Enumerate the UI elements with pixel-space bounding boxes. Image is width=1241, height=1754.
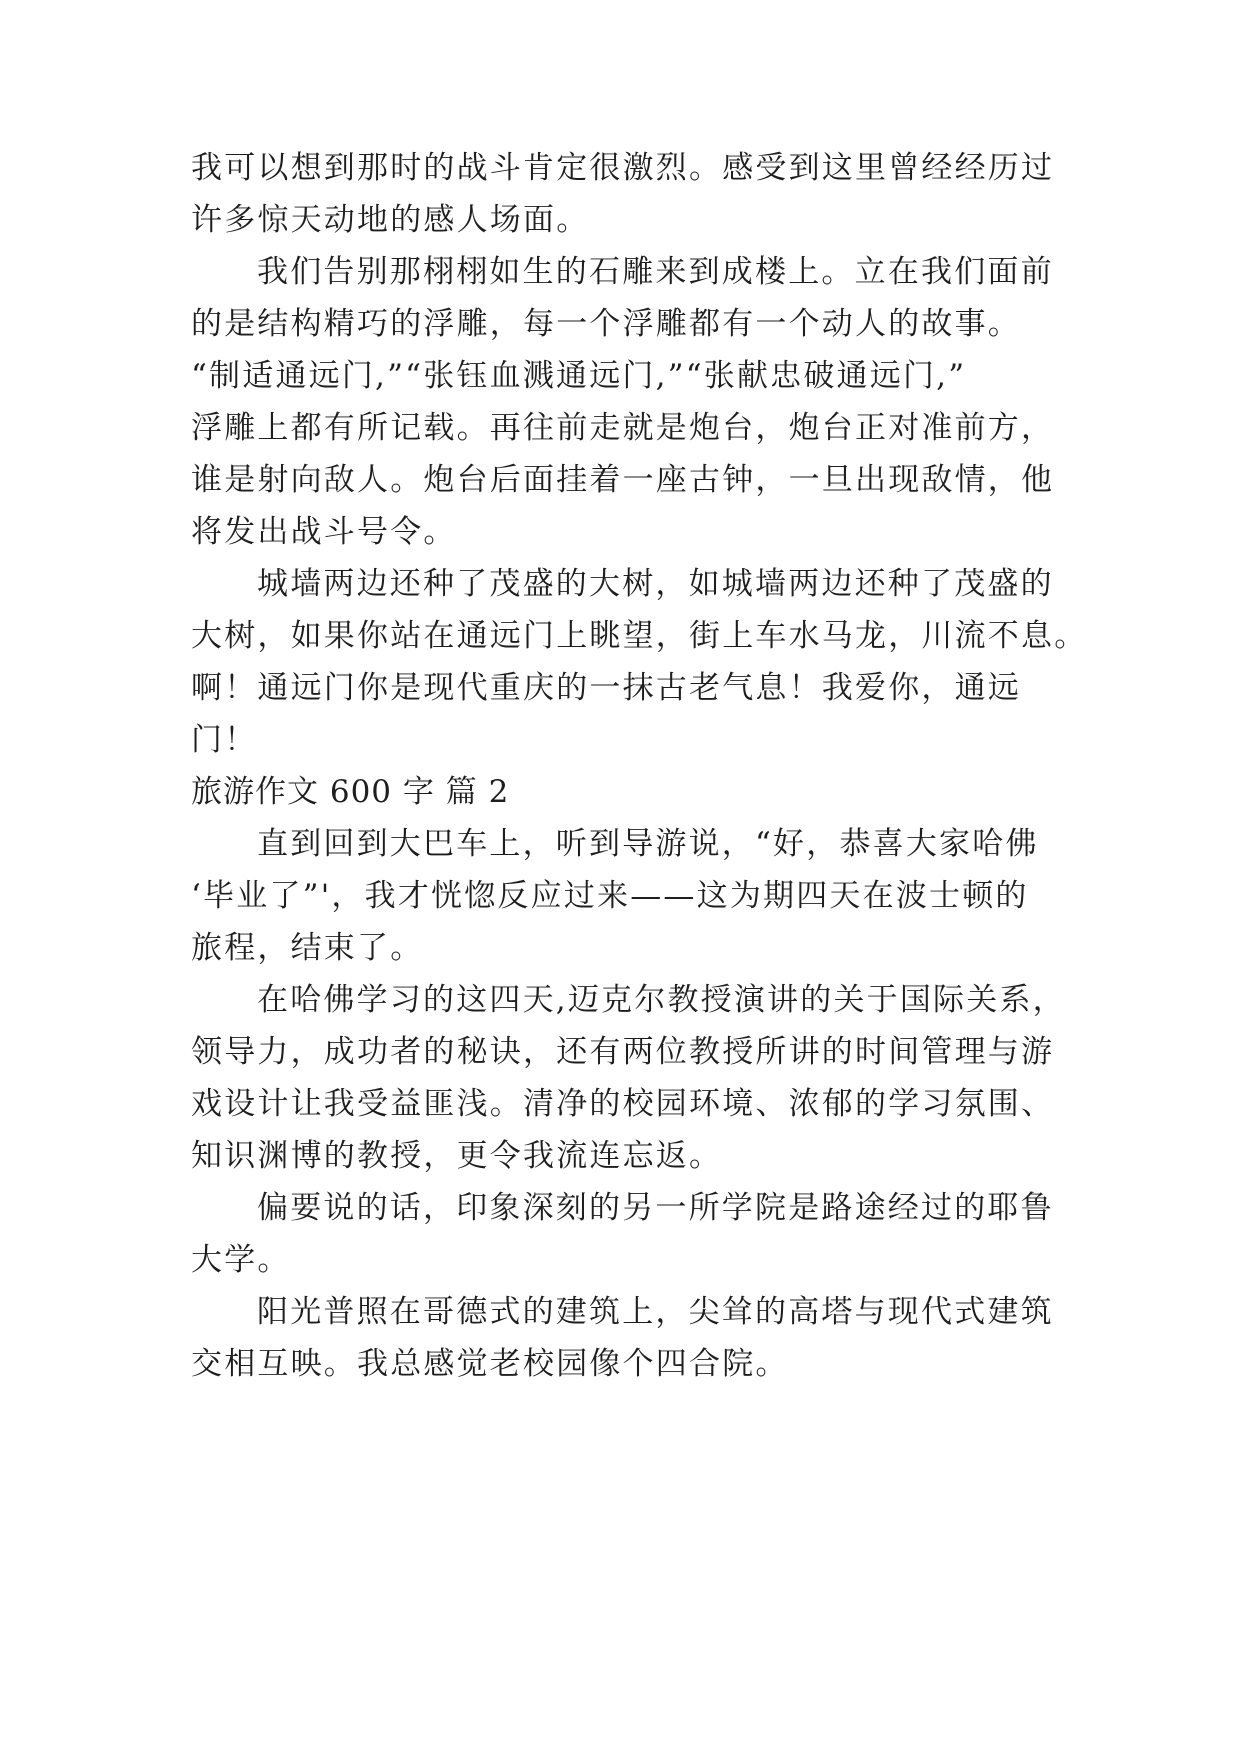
text-line: 啊！通远门你是现代重庆的一抹古老气息！我爱你，通远 <box>191 670 1021 706</box>
text-line: 旅程，结束了。 <box>191 930 424 966</box>
text-line: 在哈佛学习的这四天,迈克尔教授演讲的关于国际关系， <box>257 982 1066 1018</box>
text-line: 戏设计让我受益匪浅。清净的校园环境、浓郁的学习氛围、 <box>191 1086 1055 1122</box>
text-line: 我可以想到那时的战斗肯定很激烈。感受到这里曾经经历过 <box>191 150 1055 186</box>
text-line: 知识渊博的教授，更令我流连忘返。 <box>191 1138 723 1174</box>
text-line: 谁是射向敌人。炮台后面挂着一座古钟，一旦出现敌情，他 <box>191 462 1055 498</box>
text-line: 领导力，成功者的秘诀，还有两位教授所讲的时间管理与游 <box>191 1034 1055 1070</box>
text-line: ‘毕业了”'，我才恍惚反应过来——这为期四天在波士顿的 <box>191 878 1029 914</box>
text-line: 我们告别那栩栩如生的石雕来到成楼上。立在我们面前 <box>257 254 1054 290</box>
text-line: 的是结构精巧的浮雕，每一个浮雕都有一个动人的故事。 <box>191 306 1021 342</box>
text-line: 交相互映。我总感觉老校园像个四合院。 <box>191 1346 789 1382</box>
text-line: 大树，如果你站在通远门上眺望，街上车水马龙，川流不息。 <box>191 618 1088 654</box>
text-line: 许多惊天动地的感人场面。 <box>191 202 590 238</box>
text-line: “制适通远门,”“张钰血溅通远门,”“张献忠破通远门,” <box>191 358 967 394</box>
text-line: 将发出战斗号令。 <box>191 514 457 550</box>
text-line: 偏要说的话，印象深刻的另一所学院是路途经过的耶鲁 <box>257 1190 1054 1226</box>
text-line: 浮雕上都有所记载。再往前走就是炮台，炮台正对准前方， <box>191 410 1055 446</box>
text-line: 门！ <box>191 722 258 758</box>
text-line: 大学。 <box>191 1242 291 1278</box>
text-line: 直到回到大巴车上，听到导游说，“好，恭喜大家哈佛 <box>257 826 1039 862</box>
text-line: 城墙两边还种了茂盛的大树，如城墙两边还种了茂盛的 <box>257 566 1054 602</box>
section-heading: 旅游作文 600 字 篇 2 <box>191 774 510 810</box>
text-line: 阳光普照在哥德式的建筑上，尖耸的高塔与现代式建筑 <box>257 1294 1054 1330</box>
